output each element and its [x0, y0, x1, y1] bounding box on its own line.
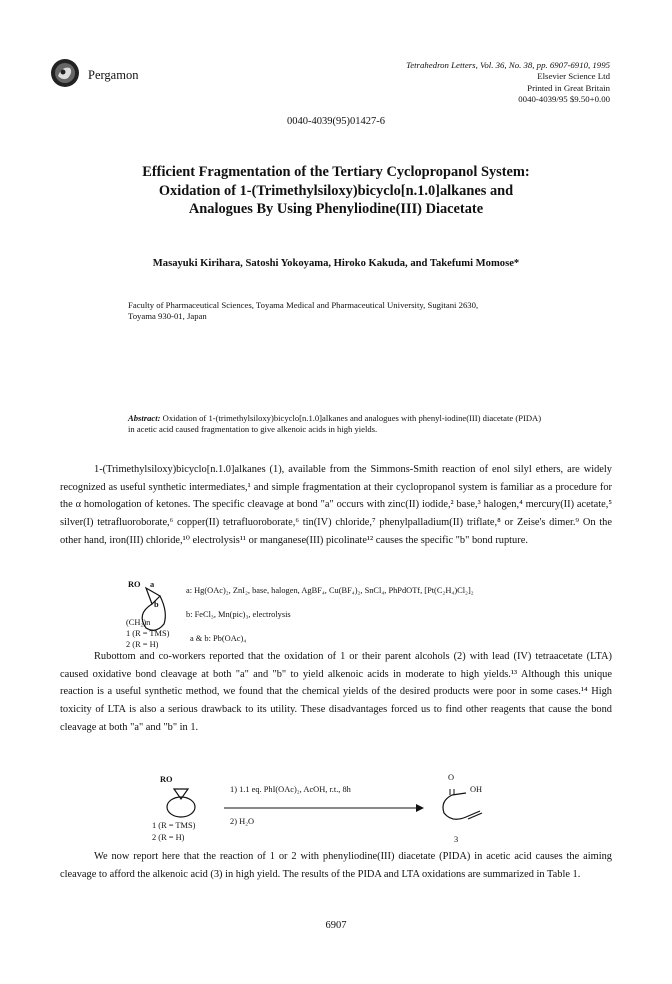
ro-label: RO — [160, 775, 173, 784]
compound-2-label: 2 (R = H) — [126, 640, 159, 649]
title-line: Analogues By Using Phenyliodine(III) Diacetate — [188, 201, 484, 217]
bond-a-label: a — [150, 580, 155, 589]
body-section-3 — [60, 848, 612, 883]
abstract-text: Oxidation of 1-(trimethylsiloxy)bicyclo[n.1.0]alkanes and analogues with phenyl-iodine(III) diacetate (PIDA) in acetic acid caused fragmentation to give alkenoic acids in high yields. — [128, 413, 542, 434]
scheme-1 — [126, 578, 566, 650]
paragraph-3: We now report here that the reaction of 1 or 2 with phenyliodine(III) diacetate (PIDA) in acetic acid causes the aiming cleavage to afford the alkenoic acid (3) in high yield. The results of the PIDA and LTA oxidations are summarized in Table 1. — [60, 851, 612, 880]
body-section-1 — [60, 461, 612, 550]
oh-label: OH — [470, 785, 483, 794]
reagents-ab: a & b: Pb(OAc)₄ — [190, 634, 247, 643]
bond-b-label: b — [154, 600, 159, 609]
affiliation-line: Toyama 930-01, Japan — [128, 310, 207, 321]
publisher-name: Pergamon — [88, 68, 139, 82]
journal-price: 0040-4039/95 $9.50+0.00 — [518, 93, 610, 104]
page-number: 6907 — [325, 920, 347, 931]
doi: 0040-4039(95)01427-6 — [287, 116, 385, 127]
product-structure-drawing — [436, 783, 496, 827]
reagents-a: a: Hg(OAc)₂, ZnI₂, base, halogen, AgBF₄, Cu(BF₄)₂, SnCl₄, PhPdOTf, [Pt(C₂H₄)Cl₂]₂ — [186, 586, 474, 595]
journal-info — [350, 60, 610, 105]
abstract — [128, 413, 548, 435]
starting-material-drawing — [160, 783, 210, 823]
scheme-2 — [150, 773, 530, 849]
reagents-b: b: FeCl₃, Mn(pic)₃, electrolysis — [186, 610, 291, 619]
compound-1-label: 1 (R = TMS) — [126, 629, 170, 638]
authors: Masayuki Kirihara, Satoshi Yokoyama, Hiroko Kakuda, and Takefumi Momose* — [152, 258, 520, 269]
title-line: Efficient Fragmentation of the Tertiary Cyclopropanol System: — [142, 164, 530, 180]
publisher-logo — [50, 58, 80, 88]
journal-citation: Tetrahedron Letters, Vol. 36, No. 38, pp. 6907-6910, 1995 — [406, 60, 610, 70]
paragraph-2: Rubottom and co-workers reported that the oxidation of 1 or their parent alcohols (2) with lead (IV) tetraacetate (LTA) caused oxidative bond cleavage at both "a" and "b" to yield alkenoic acids in moderate to high yields.¹³ Although this unique reaction is a useful synthetic method, we found that the chemical yields of the desired products were poor in some cases.¹⁴ High toxicity of LTA is also a serious drawback to its utility. These disadvantages forced us to find other reagents that cause the bond cleavage at both "a" and "b" in 1. — [60, 651, 612, 733]
journal-printed: Printed in Great Britain — [527, 82, 610, 93]
reaction-step-2: 2) H₂O — [230, 817, 255, 826]
affiliation-line: Faculty of Pharmaceutical Sciences, Toyama Medical and Pharmaceutical University, Sugitani 2630, — [128, 300, 479, 310]
ro-label: RO — [128, 580, 141, 589]
paragraph-1: 1-(Trimethylsiloxy)bicyclo[n.1.0]alkanes (1), available from the Simmons-Smith reaction of enol silyl ethers, are widely recognized as useful synthetic intermediates,¹ and simple fragmentation at their cyclopropanol system is familiar as a procedure for the α homologation of ketones. The specific cleavage at bond "a" occurs with zinc(II) iodide,² base,³ halogen,⁴ mercury(II) acetate,⁵ silver(I) tetrafluoroborate,⁶ copper(II) tetrafluoroborate,⁶ tin(IV) chloride,⁷ phenylpalladium(II) triflate,⁸ or Zeise's dimer.⁹ On the other hand, iron(III) chloride,¹⁰ electrolysis¹¹ or manganese(III) picolinate¹² causes the specific "b" bond rupture. — [60, 464, 612, 546]
compound-1-label: 1 (R = TMS) — [152, 821, 196, 830]
compound-2-label: 2 (R = H) — [152, 833, 185, 842]
paper-title — [60, 163, 612, 219]
reaction-step-1: 1) 1.1 eq. PhI(OAc)₂, AcOH, r.t., 8h — [230, 785, 351, 794]
journal-publisher: Elsevier Science Ltd — [537, 71, 610, 82]
reaction-arrow — [224, 803, 424, 813]
title-line: Oxidation of 1-(Trimethylsiloxy)bicyclo[n.1.0]alkanes and — [158, 182, 514, 199]
product-number: 3 — [454, 835, 459, 844]
carbonyl-o-label: O — [448, 773, 455, 782]
abstract-label: Abstract: — [128, 413, 161, 423]
body-section-2 — [60, 648, 612, 737]
affiliation — [128, 300, 568, 322]
ch2n-label: (CH₂)n — [126, 618, 151, 627]
